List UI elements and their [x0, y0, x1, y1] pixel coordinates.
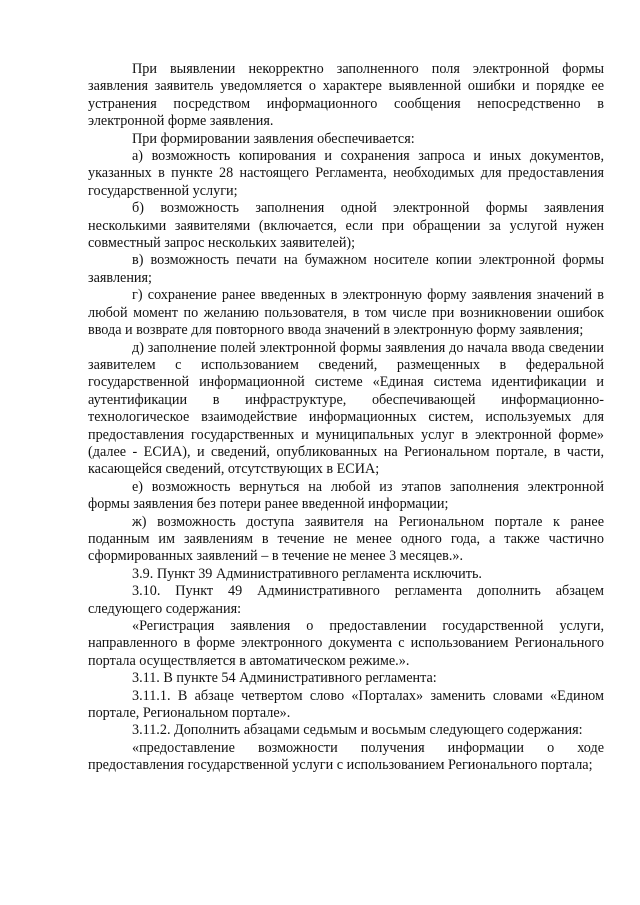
paragraph-item-e: е) возможность вернуться на любой из этапов заполнения электронной формы заявления без потери ранее введенной информации;	[88, 478, 604, 513]
paragraph-formation-intro: При формировании заявления обеспечивается:	[132, 130, 415, 147]
paragraph-item-v: в) возможность печати на бумажном носителе копии электронной формы заявления;	[88, 252, 604, 286]
paragraph-item-b: б) возможность заполнения одной электронной формы заявления несколькими заявителями (включается, если при обращении за услугой нужен совместный запрос нескольких заявителей);	[88, 200, 604, 252]
paragraph-incorrect-field: При выявлении некорректно заполненного поля электронной формы заявления заявитель уведомляется о характере выявленной ошибки и порядке ее устранения посредством информационного сообщения непосредственно в электронной форме заявления.	[88, 61, 604, 130]
paragraph-3-11-1: 3.11.1. В абзаце четвертом слово «Порталах» заменить словами «Едином портале, Региональном портале».	[88, 687, 604, 722]
paragraph-3-11: 3.11. В пункте 54 Административного регламента:	[132, 670, 437, 687]
paragraph-registration-quote: «Регистрация заявления о предоставлении государственной услуги, направленного в форме электронного документа с использованием Регионального портала осуществляется в автоматическом режиме.».	[88, 618, 604, 669]
paragraph-info-quote: «предоставление возможности получения информации о ходе предоставления государственной услуги с использованием Регионального портала;	[88, 739, 604, 774]
paragraph-item-d: д) заполнение полей электронной формы заявления до начала ввода сведении заявителем с использованием сведений, размещенных в федеральной государственной информационной системе «Единая система идентификации и аутентификации в инфраструктуре, обеспечивающей информационно-технологическое взаимодействие информационных систем, используемых для предоставления государственных и муниципальных услуг в электронной форме» (далее - ЕСИА), и сведений, опубликованных на Региональном портале, в части, касающейся сведений, отсутствующих в ЕСИА;	[88, 339, 604, 478]
paragraph-item-a: а) возможность копирования и сохранения запроса и иных документов, указанных в пункте 28 настоящего Регламента, необходимых для предоставления государственной услуги;	[88, 148, 604, 199]
paragraph-3-10: 3.10. Пункт 49 Административного регламента дополнить абзацем следующего содержания:	[88, 583, 604, 617]
paragraph-item-g: г) сохранение ранее введенных в электронную форму заявления значений в любой момент по желанию пользователя, в том числе при возникновении ошибок ввода и возврате для повторного ввода значений в электронную форму заявления;	[88, 287, 604, 339]
paragraph-3-11-2: 3.11.2. Дополнить абзацами седьмым и восьмым следующего содержания:	[132, 722, 583, 739]
document-page	[88, 61, 604, 775]
paragraph-item-zh: ж) возможность доступа заявителя на Региональном портале к ранее поданным им заявлениям в течение не менее одного года, а также частично сформированных заявлений – в течение не менее 3 месяцев.».	[88, 513, 604, 565]
paragraph-3-9: 3.9. Пункт 39 Административного регламента исключить.	[132, 565, 482, 582]
